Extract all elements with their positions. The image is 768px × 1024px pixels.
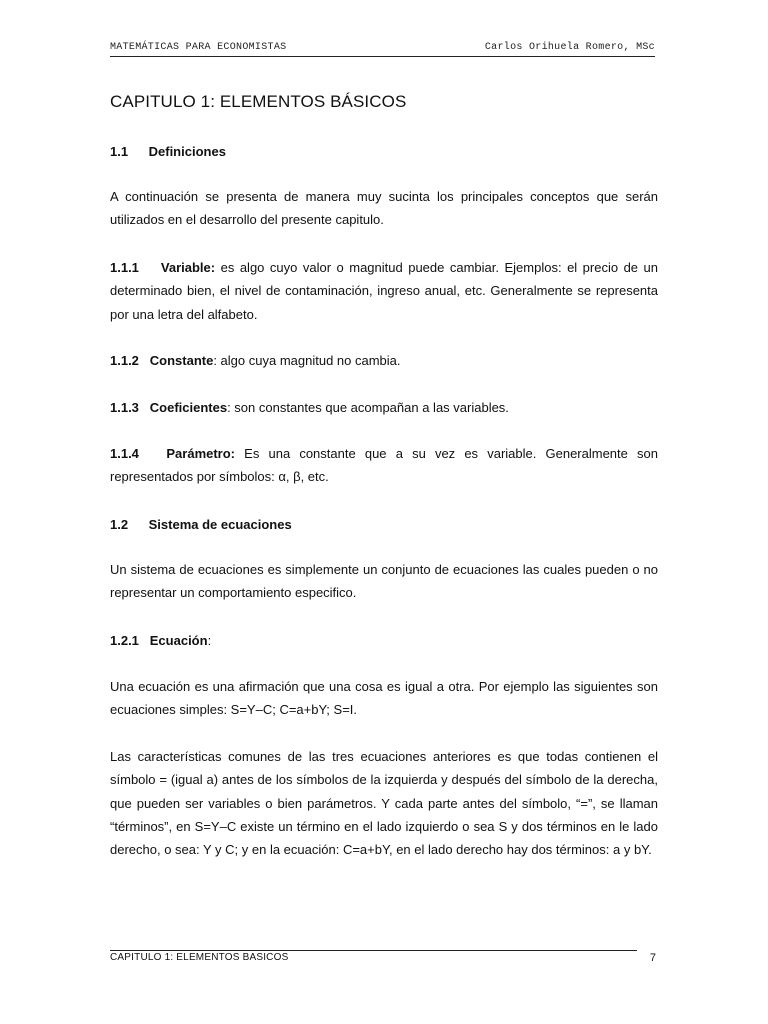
definition-constante <box>110 349 658 372</box>
section-heading-1-1 <box>110 144 226 159</box>
definition-number: 1.2.1 <box>110 633 139 648</box>
caracteristicas-paragraph: Las características comunes de las tres ecuaciones anteriores es que todas contienen el símbolo = (igual a) antes de los símbolos de la izquierda y después del símbolo de la derecha, que pueden ser variables o bien parámetros. Y cada parte antes del símbolo, “=”, se llaman “términos”, en S=Y–C existe un término en el lado izquierdo o sea S y dos términos en le lado derecho, o sea: Y y C; y en la ecuación: C=a+bY, en el lado derecho hay dos términos: a y bY. <box>110 749 658 858</box>
header-book-title: MATEMÁTICAS PARA ECONOMISTAS <box>110 42 287 53</box>
definition-text: Es una constante que a su vez es variable. Generalmente son representados por símbolos: α, β, etc. <box>110 446 658 485</box>
definition-text: es algo cuyo valor o magnitud puede cambiar. Ejemplos: el precio de un determinado bien, el nivel de contaminación, ingreso anual, etc. Generalmente se representa por una letra del alfabeto. <box>110 260 658 322</box>
definition-ecuacion <box>110 629 658 652</box>
footer-rule <box>110 950 637 951</box>
definition-term: Parámetro: <box>166 446 236 461</box>
section-title: Definiciones <box>148 144 226 159</box>
intro-paragraph: A continuación se presenta de manera muy sucinta los principales conceptos que serán utilizados en el desarrollo del presente capitulo. <box>110 189 658 228</box>
definition-number: 1.1.4 <box>110 446 139 461</box>
sistema-paragraph: Un sistema de ecuaciones es simplemente un conjunto de ecuaciones las cuales pueden o no representar un comportamiento especifico. <box>110 562 658 601</box>
definition-term: Coeficientes <box>149 400 228 415</box>
section-title: Sistema de ecuaciones <box>148 517 292 532</box>
section-heading-1-2 <box>110 517 292 532</box>
definition-number: 1.1.3 <box>110 400 139 415</box>
definition-term: Variable: <box>160 260 216 275</box>
section-number: 1.2 <box>110 517 129 532</box>
ecuacion-paragraph: Una ecuación es una afirmación que una cosa es igual a otra. Por ejemplo las siguientes son ecuaciones simples: S=Y–C; C=a+bY; S=I. <box>110 679 658 718</box>
chapter-title: CAPITULO 1: ELEMENTOS BÁSICOS <box>110 92 407 111</box>
definition-number: 1.1.2 <box>110 353 139 368</box>
definition-text: : son constantes que acompañan a las variables. <box>227 400 509 415</box>
definition-term: Ecuación <box>149 633 208 648</box>
definition-coeficientes <box>110 396 658 419</box>
definition-text: : algo cuya magnitud no cambia. <box>213 353 401 368</box>
page-number: 7 <box>649 952 656 964</box>
definition-term: Constante <box>149 353 214 368</box>
running-header <box>110 42 655 57</box>
header-author: Carlos Orihuela Romero, MSc <box>484 42 655 53</box>
section-number: 1.1 <box>110 144 129 159</box>
definition-number: 1.1.1 <box>110 260 139 275</box>
definition-variable <box>110 256 658 326</box>
definition-text: : <box>207 633 212 648</box>
footer-chapter: CAPITULO 1: ELEMENTOS BASICOS <box>110 952 289 963</box>
definition-parametro <box>110 442 658 489</box>
